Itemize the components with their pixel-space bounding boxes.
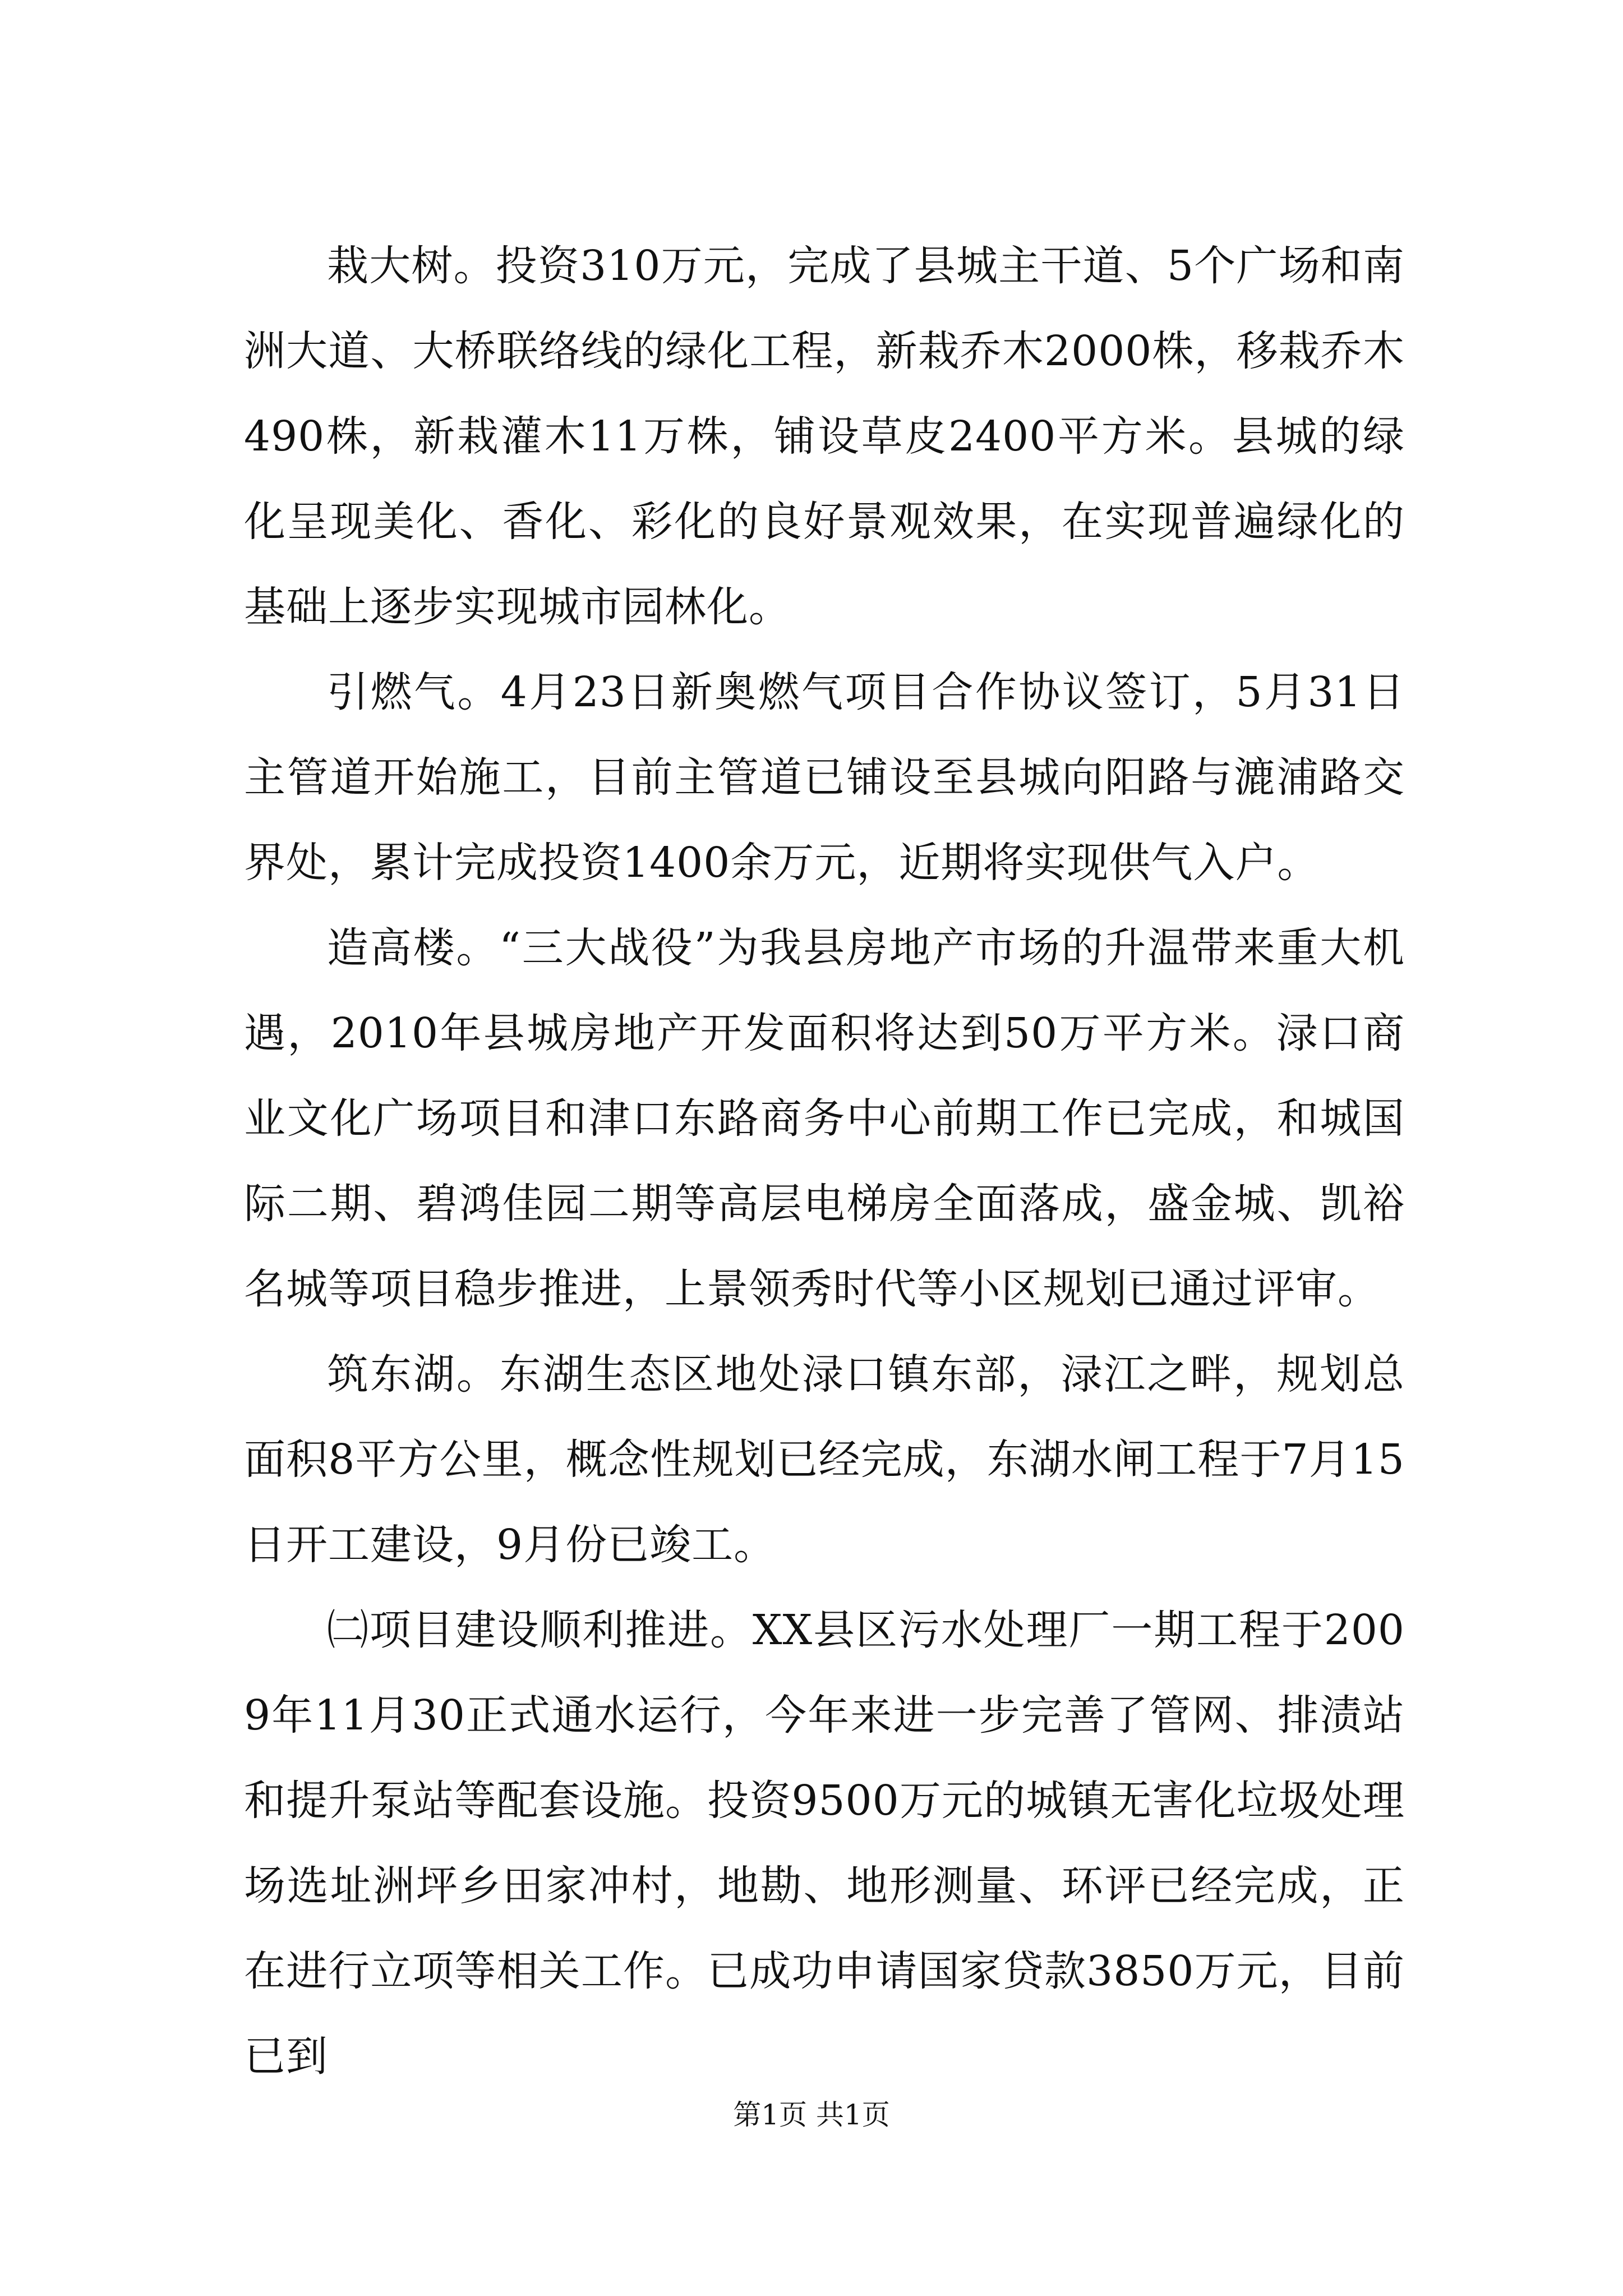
paragraph-plant-trees: 栽大树。投资310万元，完成了县城主干道、5个广场和南洲大道、大桥联络线的绿化工程，新栽乔木2000株，移栽乔木490株，新栽灌木11万株，铺设草皮2400平方米。县城的绿化呈现美化、香化、彩化的良好景观效果，在实现普遍绿化的基础上逐步实现城市园林化。 <box>244 242 1405 631</box>
paragraph-project-construction: ㈡项目建设顺利推进。XX县区污水处理厂一期工程于2009年11月30正式通水运行，今年来进一步完善了管网、排渍站和提升泵站等配套设施。投资9500万元的城镇无害化垃圾处理场选址洲坪乡田家冲村，地勘、地形测量、环评已经完成，正在进行立项等相关工作。已成功申请国家贷款3850万元，目前已到 <box>244 1606 1405 2081</box>
paragraph-east-lake: 筑东湖。东湖生态区地处渌口镇东部，渌江之畔，规划总面积8平方公里，概念性规划已经完成，东湖水闸工程于7月15日开工建设，9月份已竣工。 <box>244 1350 1405 1569</box>
page-footer: 第1页 共1页 <box>733 2099 890 2131</box>
document-body <box>244 223 1405 2099</box>
paragraph-buildings: 造高楼。“三大战役”为我县房地产市场的升温带来重大机遇，2010年县城房地产开发面积将达到50万平方米。渌口商业文化广场项目和津口东路商务中心前期工作已完成，和城国际二期、碧鸿佳园二期等高层电梯房全面落成，盛金城、凯裕名城等项目稳步推进，上景领秀时代等小区规划已通过评审。 <box>244 924 1405 1313</box>
paragraph-gas: 引燃气。4月23日新奥燃气项目合作协议签订，5月31日主管道开始施工，目前主管道已铺设至县城向阳路与漉浦路交界处，累计完成投资1400余万元，近期将实现供气入户。 <box>244 668 1405 887</box>
